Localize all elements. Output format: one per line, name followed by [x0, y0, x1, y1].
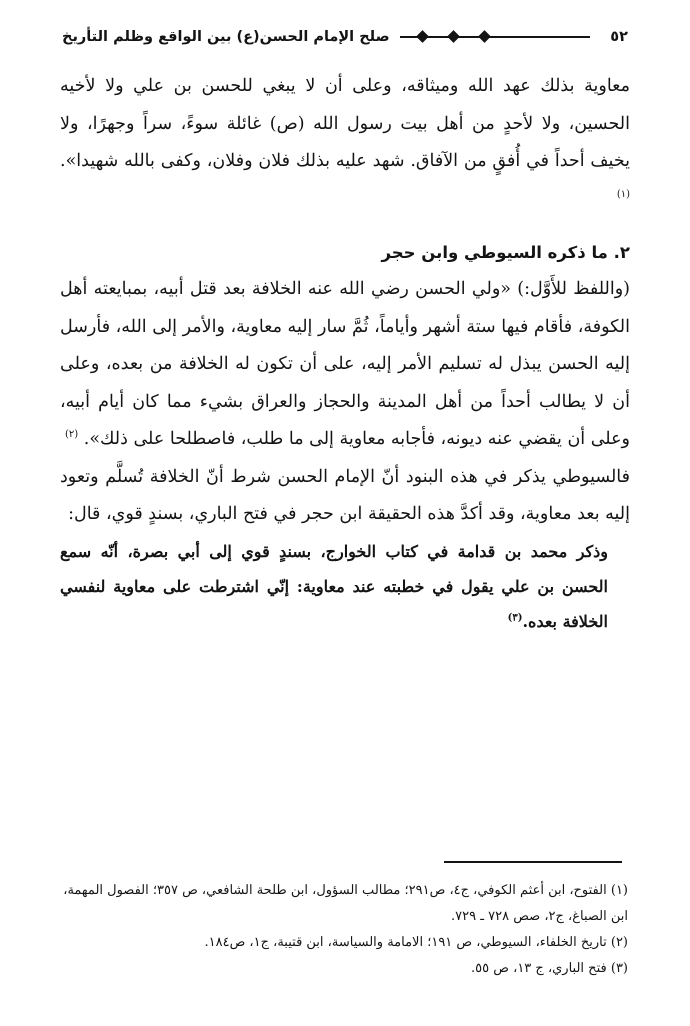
paragraph-commentary: فالسيوطي يذكر في هذه البنود أنّ الإمام الحسن شرط أنّ الخلافة تُسلَّم وتعود إليه بعد معاوية، وقد أكدَّ هذه الحقيقة ابن حجر في فتح الباري، بسندٍ قوي، قال:: [60, 466, 630, 524]
paragraph-quotation-suyuti: [60, 271, 630, 459]
footnote-text: فتح الباري، ج ١٣، ص ٥٥.: [471, 961, 607, 976]
quote-text: وذكر محمد بن قدامة في كتاب الخوارج، بسندٍ قوي إلى أبي بصرة، أنّه سمع الحسن بن علي يقول في خطبته عند معاوية: إنّي اشترطت على معاوية لنفسي الخلافة بعده.: [60, 541, 608, 631]
header-ornament: [400, 32, 591, 42]
footnote-number: (٣): [610, 961, 628, 976]
footnote-text: الفتوح، ابن أعثم الكوفي، ج٤، ص٢٩١؛ مطالب السؤول، ابن طلحة الشافعي، ص ٣٥٧؛ الفصول المهمة، ابن الصباغ، ج٢، صص ٧٢٨ ـ ٧٢٩.: [63, 883, 628, 924]
running-header: [62, 22, 628, 52]
footnote-ref-3[interactable]: (٣): [507, 612, 523, 624]
footnote-number: (١): [610, 883, 628, 898]
footnote-2: [60, 930, 628, 956]
footnote-1: [60, 878, 628, 930]
paragraph-text: معاوية بذلك عهد الله وميثاقه، وعلى أن لا يبغي للحسن بن علي ولا لأخيه الحسين، ولا لأحدٍ من أهل بيت رسول الله (ص) غائلة سوءً، سراً وجهرًا، ولا يخيف أحداً في أُفقٍ من الآفاق. شهد عليه بذلك فلان وفلان، وكفى بالله شهيدا».: [60, 76, 630, 171]
footnotes: [60, 878, 628, 982]
footnote-ref-1[interactable]: (١): [616, 188, 630, 200]
section-heading: ٢. ما ذكره السيوطي وابن حجر: [381, 243, 630, 262]
running-title: صلح الإمام الحسن(ع) بين الواقع وظلم التأريخ: [62, 29, 390, 45]
paragraph-text: (واللفظ للأَوَّل:) «ولي الحسن رضي الله عنه الخلافة بعد قتل أبيه، بمبايعته أهل الكوفة، فأقام فيها ستة أشهر وأياماً، ثُمَّ سار إليه معاوية، والأمر إلى الله، فأرسل إليه الحسن يبذل له تسليم الأمر إليه، على أن تكون له الخلافة من بعده، وعلى أن لا يطالب أحداً من أهل المدينة والحجاز والعراق بشيء مما كان أيام أبيه، وعلى أن يقضي عنه ديونه، فأجابه معاوية إلى ما طلب، فاصطلحا على ذلك».: [60, 279, 630, 449]
footnote-ref-2[interactable]: (٢): [65, 429, 79, 441]
footnote-number: (٢): [610, 935, 628, 950]
paragraph-continuation: [60, 68, 630, 218]
footnote-3: [60, 956, 628, 982]
block-quote-ibn-hajar: [60, 534, 630, 639]
page-number: ٥٢: [610, 29, 628, 45]
footnote-separator: [444, 861, 622, 863]
footnote-text: تاريخ الخلفاء، السيوطي، ص ١٩١؛ الامامة والسياسة، ابن قتيبة، ج١، ص١٨٤.: [204, 935, 607, 950]
main-text: [60, 68, 630, 639]
